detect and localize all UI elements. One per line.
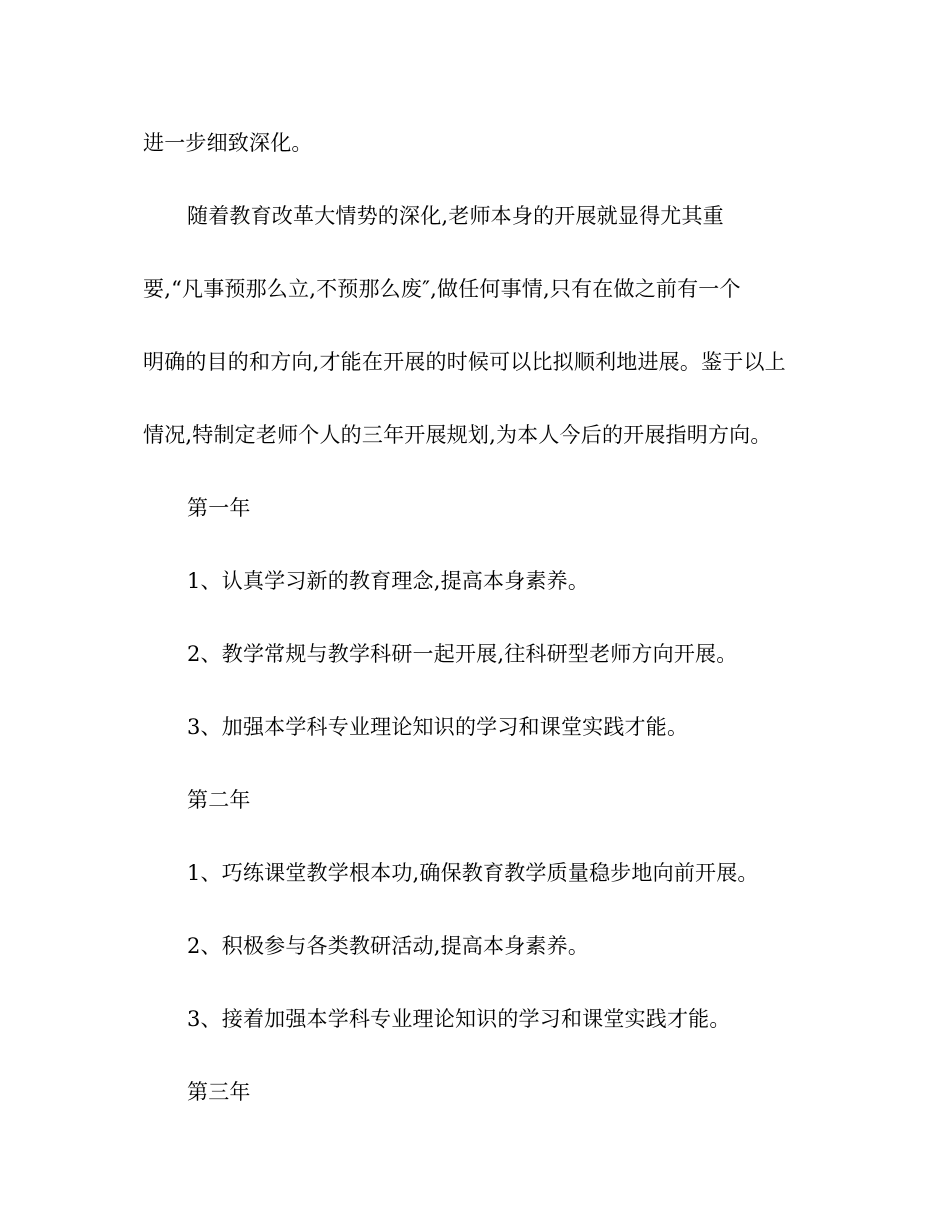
list-item: 3、接着加强本学科专业理论知识的学习和课堂实践才能。	[187, 1007, 731, 1031]
list-item: 3、加强本学科专业理论知识的学习和课堂实践才能。	[187, 715, 689, 739]
section-heading-year-1: 第一年	[187, 496, 251, 520]
paragraph-line: 随着教育改革大情势的深化,老师本身的开展就显得尤其重	[187, 204, 724, 228]
paragraph-line: 情况,特制定老师个人的三年开展规划,为本人今后的开展指明方向。	[143, 423, 772, 447]
paragraph-line: 明确的目的和方向,才能在开展的时候可以比拟顺利地进展。鉴于以上	[143, 350, 786, 374]
list-item: 2、教学常规与教学科研一起开展,往科研型老师方向开展。	[187, 642, 738, 666]
section-heading-year-2: 第二年	[187, 788, 251, 812]
paragraph-line: 进一步细致深化。	[143, 131, 313, 155]
paragraph-line: 要,“凡事预那么立,不预那么废″,做任何事情,只有在做之前有一个	[143, 277, 741, 301]
list-item: 1、认真学习新的教育理念,提高本身素养。	[187, 569, 590, 593]
list-item: 1、巧练课堂教学根本功,确保教育教学质量稳步地向前开展。	[187, 861, 759, 885]
section-heading-year-3: 第三年	[187, 1080, 251, 1104]
list-item: 2、积极参与各类教研活动,提高本身素养。	[187, 934, 590, 958]
